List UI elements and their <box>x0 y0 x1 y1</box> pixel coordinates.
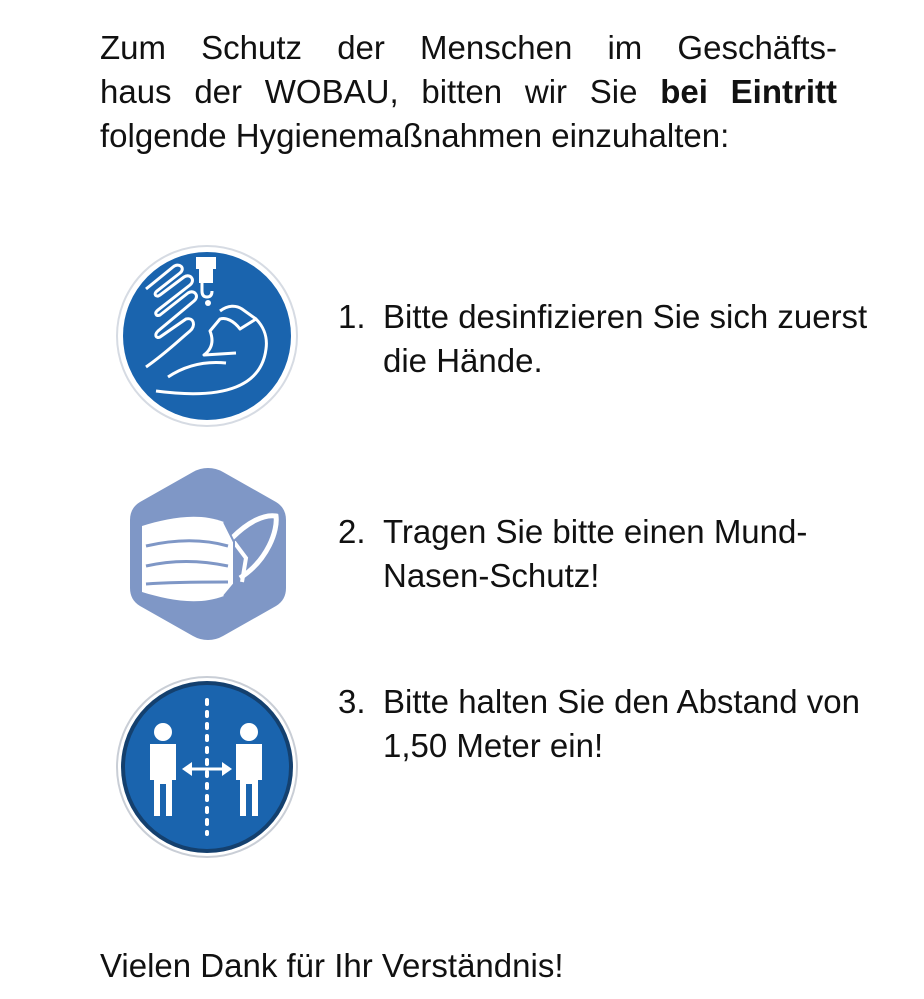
intro-text <box>100 26 837 158</box>
step-1-text: Bitte desinfizieren Sie sich zuerst die Hände. <box>383 298 868 379</box>
intro-line-1: Zum Schutz der Menschen im Geschäfts- <box>100 29 837 66</box>
step-1-number: 1. <box>338 298 366 335</box>
closing-text: Vielen Dank für Ihr Verständnis! <box>100 947 564 984</box>
intro-line-2-bold: bei Eintritt <box>660 73 837 110</box>
step-3-text: Bitte halten Sie den Abstand von 1,50 Meter ein! <box>383 683 861 764</box>
step-3-number: 3. <box>338 683 366 720</box>
intro-line-2-text: haus der WOBAU, bitten wir Sie <box>100 73 661 110</box>
face-mask-icon <box>128 466 288 642</box>
intro-line-2 <box>100 70 837 114</box>
social-distance-icon <box>116 676 298 858</box>
intro-line-3: folgende Hygienemaßnahmen einzuhalten: <box>100 117 730 154</box>
hand-disinfection-icon <box>116 245 298 427</box>
step-2-number: 2. <box>338 513 366 550</box>
step-2-text: Tragen Sie bitte einen Mund-Nasen-Schutz! <box>383 513 808 594</box>
